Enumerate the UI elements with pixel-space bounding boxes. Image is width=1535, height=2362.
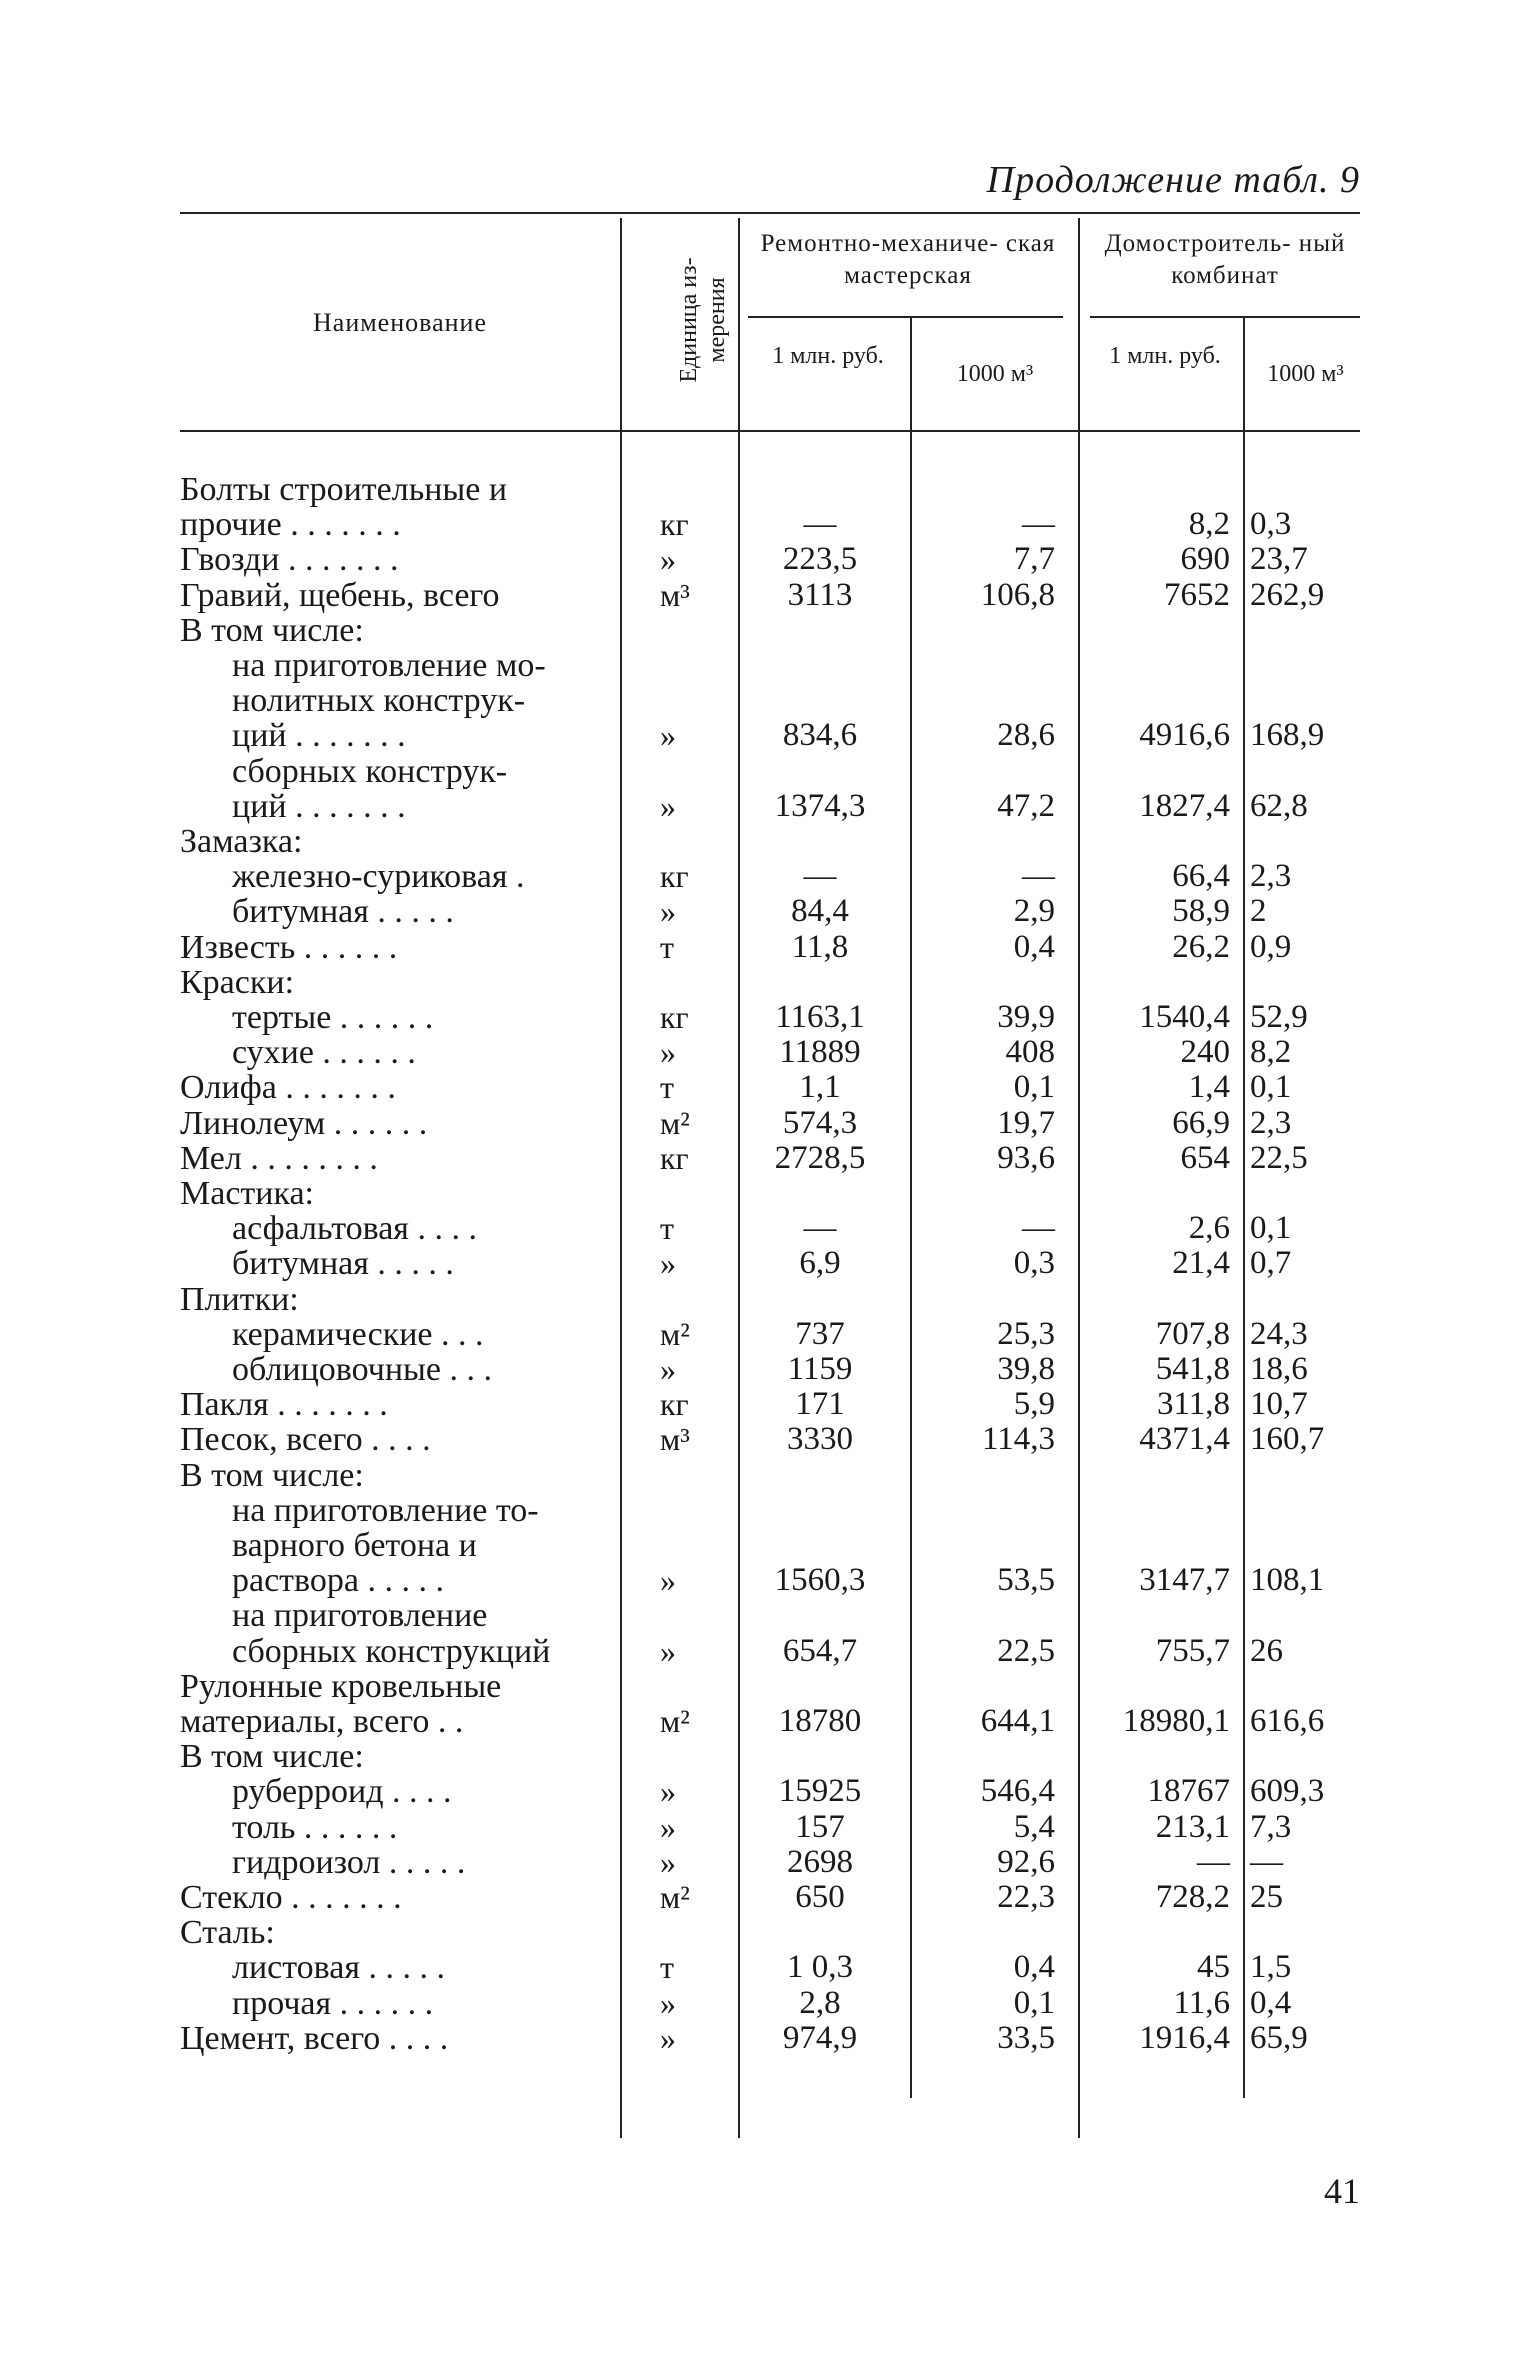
row-housing-rub: 4371,4 xyxy=(1139,1421,1230,1458)
row-unit: » xyxy=(660,1843,676,1880)
row-name: на приготовление то- xyxy=(232,1491,539,1529)
row-housing-rub: 3147,7 xyxy=(1139,1562,1230,1599)
table-row xyxy=(0,683,1535,718)
row-repair-m3: 408 xyxy=(1005,1034,1055,1071)
row-repair-rub: 737 xyxy=(795,1315,845,1352)
row-housing-m3: 22,5 xyxy=(1250,1139,1308,1176)
table-row xyxy=(0,1176,1535,1211)
row-repair-m3: 93,6 xyxy=(997,1139,1055,1176)
row-name: ций . . . . . . . xyxy=(232,787,406,825)
row-housing-m3: 18,6 xyxy=(1250,1351,1308,1387)
table-row xyxy=(0,789,1535,824)
row-housing-rub: 213,1 xyxy=(1155,1808,1230,1845)
table-row xyxy=(0,1035,1535,1070)
row-name: битумная . . . . . xyxy=(232,893,454,931)
row-unit: » xyxy=(660,1562,676,1599)
row-name: железно-суриковая . xyxy=(232,858,525,896)
row-name: Пакля . . . . . . . xyxy=(180,1386,388,1424)
row-repair-rub: 650 xyxy=(795,1879,845,1915)
row-unit: » xyxy=(660,1808,676,1845)
table-row xyxy=(0,930,1535,965)
row-unit: м² xyxy=(660,1315,690,1352)
table-row xyxy=(0,542,1535,577)
header-group-repair: Ремонтно-механиче- ская мастерская xyxy=(760,230,1056,289)
row-housing-rub: 707,8 xyxy=(1155,1315,1230,1352)
row-housing-rub: 2,6 xyxy=(1188,1210,1230,1247)
row-unit: » xyxy=(660,893,676,930)
row-name: Гвозди . . . . . . . xyxy=(180,541,399,579)
row-unit: кг xyxy=(660,858,689,895)
table-row xyxy=(0,1422,1535,1457)
table-row xyxy=(0,1915,1535,1950)
row-housing-rub: 1827,4 xyxy=(1139,787,1230,824)
row-name: облицовочные . . . xyxy=(232,1351,492,1388)
row-name: гидроизол . . . . . xyxy=(232,1843,466,1881)
row-repair-rub: 2,8 xyxy=(799,1984,841,2021)
row-housing-rub: 654 xyxy=(1180,1139,1230,1176)
row-name: сухие . . . . . . xyxy=(232,1034,416,1072)
row-name: Рулонные кровельные xyxy=(180,1667,502,1705)
row-unit: т xyxy=(660,1210,674,1247)
row-housing-m3: 2 xyxy=(1250,893,1267,930)
row-housing-m3: 65,9 xyxy=(1250,2019,1308,2056)
table-row xyxy=(0,1986,1535,2021)
row-repair-m3: — xyxy=(1022,506,1055,543)
row-name: толь . . . . . . xyxy=(232,1808,398,1846)
row-housing-rub: 18767 xyxy=(1147,1773,1230,1810)
row-housing-rub: 58,9 xyxy=(1172,893,1230,930)
row-housing-rub: 26,2 xyxy=(1172,928,1230,965)
row-housing-rub: 66,9 xyxy=(1172,1104,1230,1141)
row-repair-m3: 0,4 xyxy=(1013,1949,1055,1986)
row-repair-rub: 834,6 xyxy=(782,717,858,754)
table-row xyxy=(0,824,1535,859)
row-repair-rub: 1,1 xyxy=(799,1069,841,1106)
row-housing-m3: 0,1 xyxy=(1250,1069,1292,1106)
row-unit: » xyxy=(660,1245,676,1282)
table-row xyxy=(0,1141,1535,1176)
row-repair-m3: 92,6 xyxy=(997,1843,1055,1880)
row-repair-rub: 1374,3 xyxy=(774,787,866,824)
page-number: 41 xyxy=(1324,2171,1360,2211)
row-unit: » xyxy=(660,1773,676,1810)
row-repair-m3: 47,2 xyxy=(997,787,1055,824)
row-housing-rub: 240 xyxy=(1180,1034,1230,1071)
row-housing-m3: 26 xyxy=(1250,1632,1283,1669)
row-repair-m3: 33,5 xyxy=(997,2019,1055,2056)
row-name: Известь . . . . . . xyxy=(180,928,398,966)
group-rule xyxy=(748,316,1063,318)
table-row xyxy=(0,1352,1535,1387)
row-name: В том числе: xyxy=(180,611,364,649)
group-rule xyxy=(1090,316,1360,318)
header-name: Наименование xyxy=(313,308,487,337)
row-repair-m3: 5,9 xyxy=(1013,1386,1055,1423)
row-name: на приготовление мо- xyxy=(232,647,546,684)
row-repair-rub: 974,9 xyxy=(782,2019,858,2056)
row-name: битумная . . . . . xyxy=(232,1245,454,1283)
row-housing-rub: 4916,6 xyxy=(1139,717,1230,754)
row-name: тертые . . . . . . xyxy=(232,999,434,1036)
table-row xyxy=(0,2021,1535,2056)
row-housing-m3: 0,4 xyxy=(1250,1984,1292,2021)
header-sub-rub-1: 1 млн. руб. xyxy=(772,343,884,369)
table-row xyxy=(0,859,1535,894)
row-repair-rub: 3330 xyxy=(787,1421,853,1458)
row-repair-m3: 644,1 xyxy=(980,1703,1055,1739)
row-housing-m3: 52,9 xyxy=(1250,999,1308,1035)
row-housing-m3: 24,3 xyxy=(1250,1315,1308,1352)
row-unit: » xyxy=(660,1034,676,1071)
row-name: листовая . . . . . xyxy=(232,1949,445,1987)
table-row xyxy=(0,1845,1535,1880)
row-housing-rub: 45 xyxy=(1197,1949,1230,1986)
row-housing-m3: 160,7 xyxy=(1250,1421,1325,1458)
row-unit: » xyxy=(660,2019,676,2056)
row-housing-rub: 1,4 xyxy=(1188,1069,1230,1106)
row-housing-m3: 7,3 xyxy=(1250,1808,1292,1845)
row-repair-m3: 0,1 xyxy=(1013,1069,1055,1106)
row-housing-rub: 728,2 xyxy=(1155,1879,1230,1915)
row-housing-rub: 311,8 xyxy=(1156,1386,1230,1423)
table-row xyxy=(0,1950,1535,1985)
row-housing-rub: 541,8 xyxy=(1155,1351,1230,1387)
row-name: раствора . . . . . xyxy=(232,1562,444,1600)
row-repair-rub: 1 0,3 xyxy=(787,1949,853,1986)
row-housing-m3: 616,6 xyxy=(1250,1703,1325,1739)
row-housing-m3: 23,7 xyxy=(1250,541,1308,578)
row-repair-m3: 39,9 xyxy=(997,999,1055,1035)
row-housing-m3: 2,3 xyxy=(1250,858,1292,895)
row-housing-m3: 8,2 xyxy=(1250,1034,1292,1071)
row-repair-m3: 22,3 xyxy=(997,1879,1055,1915)
row-repair-rub: 171 xyxy=(795,1386,845,1423)
row-repair-rub: 11889 xyxy=(779,1034,861,1071)
row-housing-m3: 25 xyxy=(1250,1879,1283,1915)
row-unit: т xyxy=(660,928,674,965)
row-repair-rub: 1163,1 xyxy=(775,999,865,1035)
row-housing-rub: 8,2 xyxy=(1188,506,1230,543)
row-repair-rub: 2728,5 xyxy=(774,1139,866,1176)
row-housing-rub: 66,4 xyxy=(1172,858,1230,895)
table-caption: Продолжение табл. 9 xyxy=(986,159,1360,201)
table-row xyxy=(0,507,1535,542)
row-name: Мастика: xyxy=(180,1175,315,1212)
row-name: Цемент, всего . . . . xyxy=(180,2019,449,2057)
row-housing-rub: 1540,4 xyxy=(1139,999,1230,1035)
header-unit: Единица из- мерения xyxy=(676,257,730,383)
row-repair-m3: 53,5 xyxy=(997,1562,1055,1599)
table-row xyxy=(0,1000,1535,1035)
table-row xyxy=(0,894,1535,929)
row-repair-rub: 223,5 xyxy=(782,541,858,578)
table-row xyxy=(0,1563,1535,1598)
table-row xyxy=(0,1106,1535,1141)
row-repair-m3: 0,4 xyxy=(1013,928,1055,965)
row-housing-m3: 0,7 xyxy=(1250,1245,1292,1282)
row-name: нолитных конструк- xyxy=(232,682,526,720)
row-unit: т xyxy=(660,1949,674,1986)
table-row xyxy=(0,1246,1535,1281)
table-row xyxy=(0,1387,1535,1422)
table-row xyxy=(0,1774,1535,1809)
row-name: асфальтовая . . . . xyxy=(232,1210,477,1248)
row-name: Замазка: xyxy=(180,823,303,860)
row-repair-rub: 574,3 xyxy=(782,1104,858,1141)
row-housing-rub: 7652 xyxy=(1164,576,1230,613)
row-name: прочая . . . . . . xyxy=(232,1984,434,2022)
table-row xyxy=(0,578,1535,613)
row-repair-rub: 2698 xyxy=(787,1843,853,1880)
row-housing-m3: 609,3 xyxy=(1250,1773,1325,1810)
row-unit: » xyxy=(660,1984,676,2021)
row-housing-m3: 0,3 xyxy=(1250,506,1292,543)
row-repair-m3: 0,1 xyxy=(1013,1984,1055,2021)
row-repair-rub: 3113 xyxy=(787,576,853,613)
table-row xyxy=(0,1704,1535,1739)
row-unit: » xyxy=(660,787,676,824)
row-name: варного бетона и xyxy=(232,1527,477,1564)
row-name: Олифа . . . . . . . xyxy=(180,1069,396,1107)
row-repair-m3: 0,3 xyxy=(1013,1245,1055,1282)
row-repair-rub: 1159 xyxy=(787,1351,853,1387)
row-name: прочие . . . . . . . xyxy=(180,506,401,544)
header-bottom-rule xyxy=(180,430,1360,432)
row-housing-rub: — xyxy=(1197,1843,1230,1880)
table-row xyxy=(0,1282,1535,1317)
row-repair-rub: 6,9 xyxy=(799,1245,841,1282)
row-repair-m3: 546,4 xyxy=(980,1773,1055,1810)
table-row xyxy=(0,1880,1535,1915)
row-repair-rub: 11,8 xyxy=(791,928,849,965)
row-unit: м² xyxy=(660,1703,690,1739)
row-repair-m3: 19,7 xyxy=(997,1104,1055,1141)
row-unit: » xyxy=(660,1351,676,1387)
row-repair-m3: 5,4 xyxy=(1013,1808,1055,1845)
row-housing-m3: 262,9 xyxy=(1250,576,1325,613)
row-name: Гравий, щебень, всего xyxy=(180,576,500,614)
row-housing-m3: 2,3 xyxy=(1250,1104,1292,1141)
table-row xyxy=(0,613,1535,648)
table-row xyxy=(0,1317,1535,1352)
row-repair-m3: 106,8 xyxy=(980,576,1055,613)
row-unit: » xyxy=(660,717,676,754)
table-row xyxy=(0,718,1535,753)
row-housing-m3: 62,8 xyxy=(1250,787,1308,824)
table-row xyxy=(0,1669,1535,1704)
table-row xyxy=(0,1493,1535,1528)
table-row xyxy=(0,472,1535,507)
row-repair-rub: 654,7 xyxy=(782,1632,858,1669)
row-unit: м² xyxy=(660,1879,690,1915)
table-row xyxy=(0,1739,1535,1774)
row-unit: » xyxy=(660,1632,676,1669)
row-name: ций . . . . . . . xyxy=(232,717,406,755)
row-unit: кг xyxy=(660,1386,689,1423)
row-name: руберроид . . . . xyxy=(232,1773,452,1811)
row-housing-m3: 1,5 xyxy=(1250,1949,1292,1986)
row-housing-rub: 11,6 xyxy=(1173,1984,1230,2021)
table-row xyxy=(0,1070,1535,1105)
table-row xyxy=(0,1598,1535,1633)
row-name: керамические . . . xyxy=(232,1315,484,1353)
row-name: материалы, всего . . xyxy=(180,1703,464,1740)
table-row xyxy=(0,648,1535,683)
row-repair-m3: 114,3 xyxy=(981,1421,1055,1458)
row-repair-rub: 84,4 xyxy=(791,893,849,930)
row-repair-m3: — xyxy=(1022,858,1055,895)
row-name: В том числе: xyxy=(180,1738,364,1776)
header-sub-m3-2: 1000 м³ xyxy=(1267,361,1344,387)
row-housing-rub: 755,7 xyxy=(1155,1632,1230,1669)
row-repair-m3: 22,5 xyxy=(997,1632,1055,1669)
table-row xyxy=(0,1810,1535,1845)
row-housing-rub: 21,4 xyxy=(1172,1245,1230,1282)
row-unit: м² xyxy=(660,1104,690,1141)
row-unit: м³ xyxy=(660,1421,690,1458)
row-repair-m3: — xyxy=(1022,1210,1055,1247)
row-repair-rub: 18780 xyxy=(778,1703,862,1739)
row-name: Мел . . . . . . . . xyxy=(180,1139,378,1177)
row-name: сборных конструкций xyxy=(232,1632,551,1670)
row-repair-rub: — xyxy=(803,1210,837,1247)
row-unit: кг xyxy=(660,506,689,543)
row-unit: кг xyxy=(660,1139,689,1176)
row-repair-rub: — xyxy=(803,506,837,543)
row-repair-rub: 15925 xyxy=(778,1773,862,1810)
row-unit: кг xyxy=(660,999,689,1035)
row-repair-rub: 157 xyxy=(795,1808,845,1845)
row-housing-m3: 0,9 xyxy=(1250,928,1292,965)
row-name: Линолеум . . . . . . xyxy=(180,1104,428,1142)
row-name: сборных конструк- xyxy=(232,752,508,790)
row-name: Стекло . . . . . . . xyxy=(180,1879,402,1916)
row-repair-m3: 7,7 xyxy=(1013,541,1055,578)
row-repair-rub: 1560,3 xyxy=(774,1562,866,1599)
row-housing-m3: — xyxy=(1250,1843,1283,1880)
row-housing-m3: 10,7 xyxy=(1250,1386,1308,1423)
table-row xyxy=(0,1528,1535,1563)
table-row xyxy=(0,1458,1535,1493)
table-top-rule xyxy=(180,212,1360,214)
header-sub-rub-2: 1 млн. руб. xyxy=(1109,343,1221,369)
row-name: Песок, всего . . . . xyxy=(180,1421,431,1459)
row-repair-m3: 28,6 xyxy=(997,717,1055,754)
row-housing-m3: 0,1 xyxy=(1250,1210,1292,1247)
table-row xyxy=(0,965,1535,1000)
row-housing-m3: 168,9 xyxy=(1250,717,1325,754)
row-name: Болты строительные и xyxy=(180,471,508,508)
table-row xyxy=(0,1211,1535,1246)
row-name: на приготовление xyxy=(232,1597,488,1635)
header-group-housing: Домостроитель- ный комбинат xyxy=(1104,230,1346,289)
row-housing-rub: 18980,1 xyxy=(1122,1703,1230,1739)
row-repair-m3: 2,9 xyxy=(1013,893,1055,930)
row-unit: м³ xyxy=(660,576,690,613)
header-sub-m3-1: 1000 м³ xyxy=(956,361,1034,387)
row-name: В том числе: xyxy=(180,1456,364,1494)
row-name: Сталь: xyxy=(180,1914,275,1952)
row-name: Плитки: xyxy=(180,1280,299,1318)
row-housing-rub: 1916,4 xyxy=(1139,2019,1230,2056)
row-housing-m3: 108,1 xyxy=(1250,1562,1325,1599)
row-name: Краски: xyxy=(180,963,295,1001)
row-repair-m3: 25,3 xyxy=(997,1315,1055,1352)
row-repair-m3: 39,8 xyxy=(997,1351,1055,1387)
table-row xyxy=(0,1634,1535,1669)
row-housing-rub: 690 xyxy=(1180,541,1230,578)
row-unit: » xyxy=(660,541,676,578)
row-unit: т xyxy=(660,1069,674,1106)
table-row xyxy=(0,754,1535,789)
row-repair-rub: — xyxy=(803,858,837,895)
